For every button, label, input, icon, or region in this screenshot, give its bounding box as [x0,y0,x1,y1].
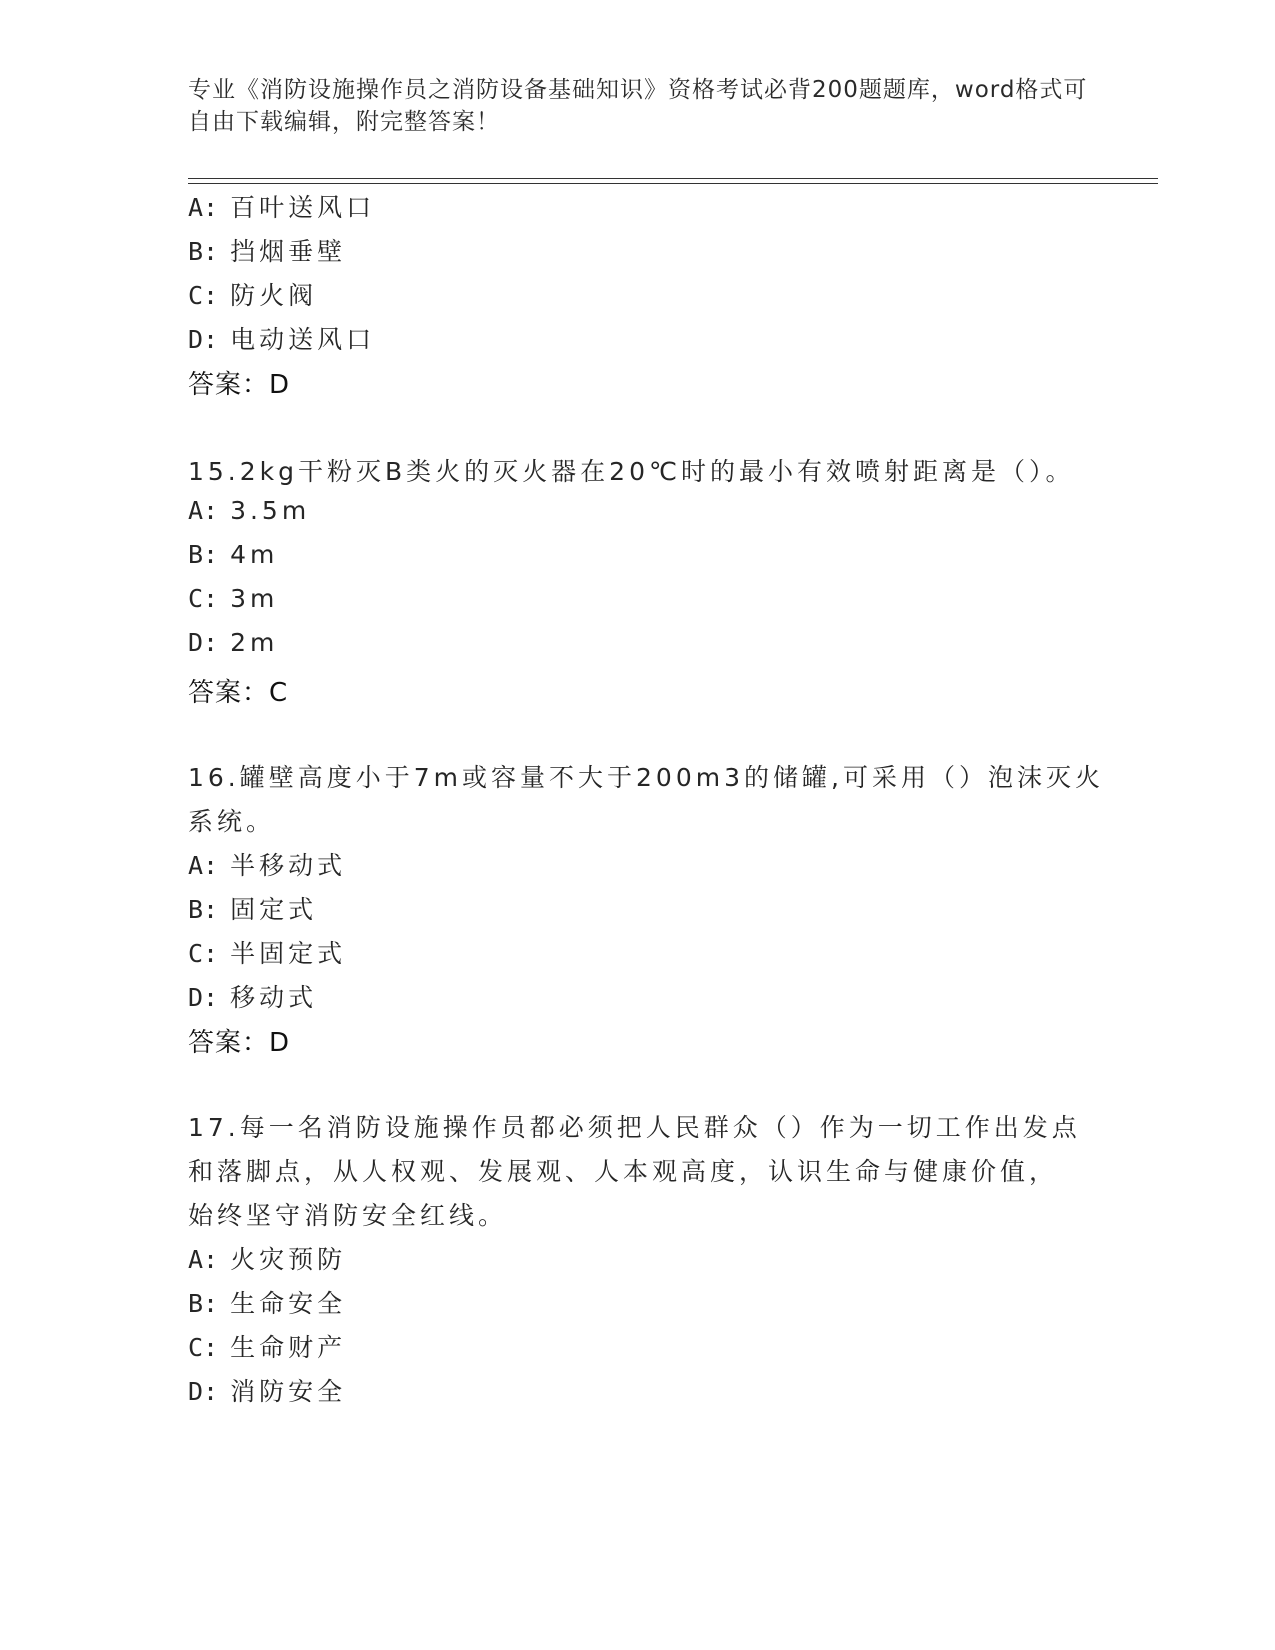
option-text: 消防安全 [230,1377,347,1406]
q14-option-c [188,276,317,312]
q16-question-line2: 系统。 [188,807,276,836]
q15-question: 15.2kg干粉灭B类火的灭火器在20℃时的最小有效喷射距离是（）。 [188,457,1075,486]
option-text: 火灾预防 [230,1245,347,1274]
option-letter: A: [188,193,219,222]
option-letter: A: [188,851,219,880]
option-text: 半移动式 [230,851,347,880]
q14-answer: 答案：D [188,370,291,400]
option-letter: B: [188,540,219,569]
option-text: 电动送风口 [230,325,376,354]
option-letter: C: [188,281,219,310]
q17-question-line2: 和落脚点，从人权观、发展观、人本观高度，认识生命与健康价值， [188,1157,1059,1186]
header-rule-bottom [188,183,1158,184]
q16-option-b [188,890,317,926]
q16-question-line1: 16.罐壁高度小于7m或容量不大于200m3的储罐,可采用（）泡沫灭火 [188,763,1104,792]
option-letter: B: [188,237,219,266]
q15-option-c [188,584,278,613]
option-text: 半固定式 [230,939,347,968]
q14-option-b [188,232,346,268]
q14-option-a [188,188,375,224]
option-text: 百叶送风口 [230,193,376,222]
q17-option-c [188,1328,346,1364]
q16-option-d [188,978,317,1014]
option-text: 生命安全 [230,1289,347,1318]
option-text: 2m [230,628,279,657]
q16-option-a [188,846,346,882]
option-letter: B: [188,895,219,924]
option-letter: D: [188,325,219,354]
option-letter: C: [188,584,219,613]
q17-question-line1: 17.每一名消防设施操作员都必须把人民群众（）作为一切工作出发点 [188,1113,1081,1142]
option-letter: C: [188,1333,219,1362]
q16-option-c [188,934,346,970]
option-text: 3m [230,584,279,613]
option-text: 防火阀 [230,281,318,310]
option-text: 固定式 [230,895,318,924]
document-header: 专业《消防设施操作员之消防设备基础知识》资格考试必背200题题库，word格式可自由下载编辑，附完整答案！ [188,77,1088,135]
option-text: 移动式 [230,983,318,1012]
q17-option-b [188,1284,346,1320]
q14-option-d [188,320,375,356]
option-letter: A: [188,496,219,525]
option-text: 3.5m [230,496,311,525]
option-text: 4m [230,540,279,569]
q15-option-b [188,540,278,569]
q16-answer: 答案：D [188,1028,291,1058]
header-rule-top [188,178,1158,179]
option-letter: C: [188,939,219,968]
q15-option-a [188,496,310,525]
option-letter: B: [188,1289,219,1318]
q15-option-d [188,628,278,657]
q15-answer: 答案：C [188,678,289,708]
q17-option-d [188,1372,346,1408]
option-letter: A: [188,1245,219,1274]
option-letter: D: [188,983,219,1012]
q17-option-a [188,1240,346,1276]
option-text: 挡烟垂壁 [230,237,347,266]
option-letter: D: [188,628,219,657]
option-text: 生命财产 [230,1333,347,1362]
q17-question-line3: 始终坚守消防安全红线。 [188,1201,508,1230]
option-letter: D: [188,1377,219,1406]
